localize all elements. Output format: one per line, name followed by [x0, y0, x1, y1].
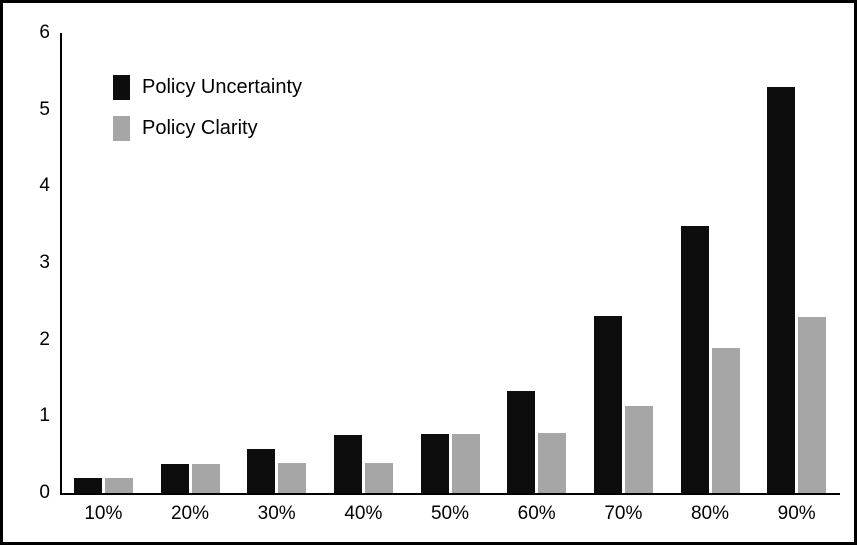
bar-policy-uncertainty-70pct: [594, 316, 622, 493]
legend-label: Policy Uncertainty: [142, 76, 303, 98]
x-tick-label: 30%: [257, 503, 296, 524]
x-tick-label: 80%: [690, 503, 730, 524]
x-tick-label: 90%: [777, 503, 816, 524]
bar-policy-uncertainty-50pct: [421, 434, 449, 493]
legend-swatch-icon: [113, 75, 130, 100]
legend-swatch-icon: [113, 116, 130, 141]
y-tick-label: 5: [39, 98, 50, 120]
chart-legend: [113, 75, 302, 141]
y-axis-tick-labels: [3, 22, 50, 503]
y-tick-label: 6: [39, 22, 50, 43]
legend-label: Policy Clarity: [142, 117, 258, 139]
bar-policy-uncertainty-20pct: [161, 464, 189, 493]
bar-policy-uncertainty-60pct: [507, 391, 535, 493]
x-tick-label: 20%: [170, 503, 210, 524]
bar-policy-clarity-80pct: [712, 348, 740, 493]
bar-policy-clarity-50pct: [452, 434, 480, 493]
y-tick-label: 1: [39, 405, 50, 427]
x-tick-label: 40%: [344, 503, 383, 524]
bar-policy-uncertainty-90pct: [767, 87, 795, 493]
bar-policy-clarity-60pct: [538, 433, 566, 493]
bar-policy-clarity-40pct: [365, 463, 393, 493]
y-tick-label: 4: [39, 175, 50, 197]
x-tick-label: 10%: [84, 503, 123, 524]
x-axis-line: [60, 493, 840, 495]
bar-policy-uncertainty-40pct: [334, 435, 362, 493]
bar-policy-clarity-70pct: [625, 406, 653, 493]
y-tick-label: 2: [39, 328, 50, 350]
bar-policy-clarity-20pct: [192, 464, 220, 493]
legend-item: [113, 116, 302, 141]
x-tick-label: 60%: [517, 503, 556, 524]
bar-policy-clarity-30pct: [278, 463, 306, 493]
x-tick-label: 70%: [604, 503, 643, 524]
legend-item: [113, 75, 302, 100]
x-axis-tick-labels: [60, 499, 840, 539]
x-tick-label: 50%: [430, 503, 470, 524]
y-tick-label: 0: [39, 482, 50, 503]
bar-policy-uncertainty-30pct: [247, 449, 275, 493]
bar-policy-clarity-90pct: [798, 317, 826, 493]
bar-policy-uncertainty-80pct: [681, 226, 709, 493]
y-tick-label: 3: [39, 252, 50, 273]
bar-policy-clarity-10pct: [105, 478, 133, 493]
bar-policy-uncertainty-10pct: [74, 478, 102, 493]
